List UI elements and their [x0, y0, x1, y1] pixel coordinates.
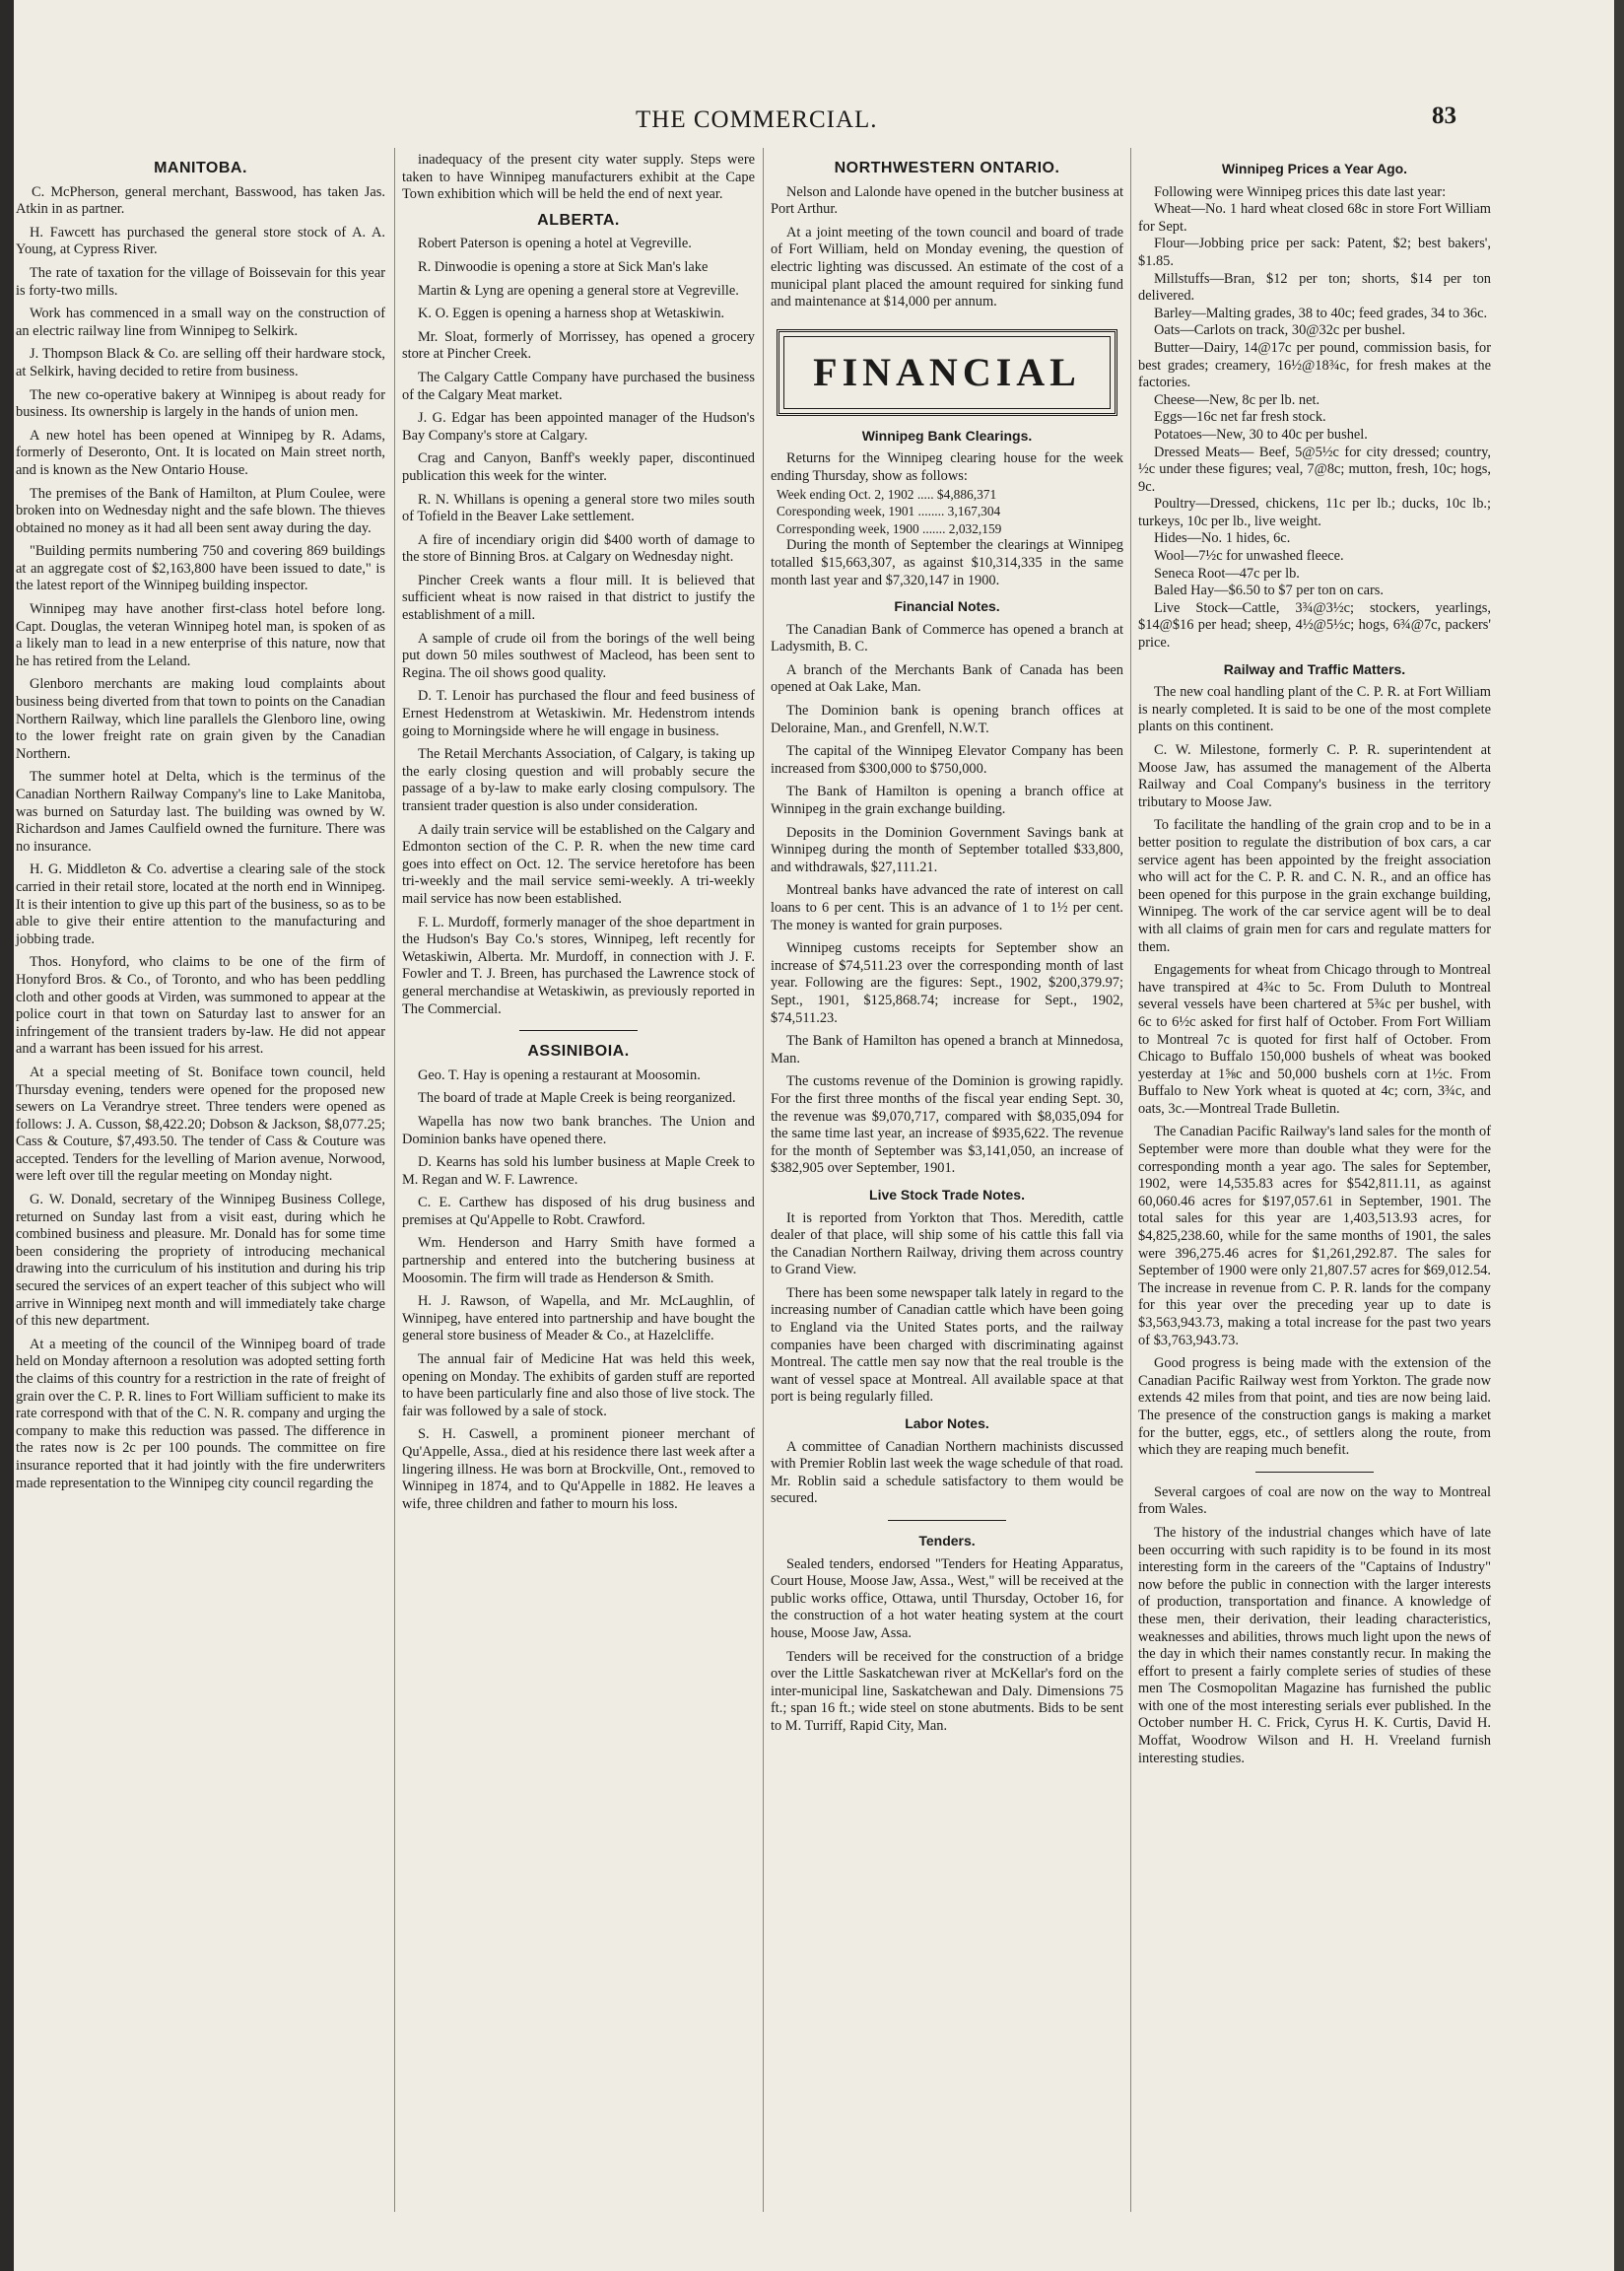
news-item: Winnipeg may have another first-class hotel before long. Capt. Douglas, the veteran Winnipeg hotel man, is spoken of as a likely man to lead in a new enterprise of this nature, now that he has retired from the Leland.: [16, 601, 385, 669]
news-item: Mr. Sloat, formerly of Morrissey, has opened a grocery store at Pincher Creek.: [402, 328, 755, 363]
news-item: To facilitate the handling of the grain crop and to be in a better position to regulate the distribution of box cars, a car service agent has been appointed by the freight association who will act for the C. P. R. and C. N. R., and an office has been opened for this purpose in the grain exchange building, Winnipeg. The work of the car service agent will be to deal with all claims of grain men for cars and regulate matters for them.: [1138, 817, 1491, 955]
news-item: A daily train service will be established on the Calgary and Edmonton section of the C. P. R. when the new time card goes into effect on Oct. 12. The service heretofore has been tri-weekly and the mail service semi-weekly. A tri-weekly mail service has now been established.: [402, 821, 755, 907]
railway-notes: [1138, 684, 1491, 1460]
prices-list: [1138, 184, 1491, 653]
alberta-stories: [402, 236, 755, 1018]
news-item: Potatoes—New, 30 to 40c per bushel.: [1154, 426, 1368, 443]
news-item: The premises of the Bank of Hamilton, at Plum Coulee, were broken into on Wednesday night and the safe blown. The thieves obtained no money as it had all been sent away during the day.: [16, 485, 385, 536]
divider: [1255, 1472, 1374, 1473]
news-item: A sample of crude oil from the borings of the well being put down 50 miles southwest of Macleod, has been sent to Regina. The oil shows good quality.: [402, 630, 755, 681]
news-item: Wool—7½c for unwashed fleece.: [1154, 548, 1344, 565]
news-item: Flour—Jobbing price per sack: Patent, $2; best bakers', $1.85.: [1138, 236, 1491, 269]
news-item: The new co-operative bakery at Winnipeg is about ready for business. Its ownership is largely in the hands of union men.: [16, 386, 385, 421]
news-item: Montreal banks have advanced the rate of interest on call loans to 6 per cent. This is an advance of 1 to 1½ per cent. The money is wanted for grain purposes.: [771, 882, 1123, 933]
table-row: Coresponding week, 1901 ........ 3,167,304: [777, 504, 1001, 519]
news-item: The Retail Merchants Association, of Calgary, is taking up the early closing question and will probably secure the passage of a by-law to make early closing compulsory. The transient trader question is also under consideration.: [402, 746, 755, 814]
heading-live-stock: Live Stock Trade Notes.: [869, 1186, 1025, 1203]
heading-prices-year-ago: Winnipeg Prices a Year Ago.: [1221, 161, 1408, 176]
labor-notes: [771, 1439, 1123, 1508]
news-item: H. Fawcett has purchased the general store stock of A. A. Young, at Cypress River.: [16, 224, 385, 258]
news-item: Hides—No. 1 hides, 6c.: [1154, 530, 1291, 547]
news-item: inadequacy of the present city water supply. Steps were taken to have Winnipeg manufacturers exhibit at the Cape Town exhibition which will be held the end of next year.: [402, 152, 755, 203]
news-item: The board of trade at Maple Creek is being reorganized.: [418, 1090, 736, 1107]
news-item: Wm. Henderson and Harry Smith have formed a partnership and entered into the butchering business at Moosomin. The firm will trade as Henderson & Smith.: [402, 1235, 755, 1286]
misc-notes: [1138, 1484, 1491, 1768]
news-item: Oats—Carlots on track, 30@32c per bushel.: [1154, 322, 1406, 339]
table-row: Corresponding week, 1900 ....... 2,032,159: [777, 520, 1002, 536]
scan-edge-left: [0, 0, 14, 2271]
news-item: The Bank of Hamilton has opened a branch at Minnedosa, Man.: [771, 1033, 1123, 1067]
news-item: Several cargoes of coal are now on the way to Montreal from Wales.: [1138, 1483, 1491, 1518]
news-item: At a joint meeting of the town council and board of trade of Fort William, held on Monday evening, the question of electric lighting was discussed. An estimate of the cost of a municipal plant placed the amount required for sinking fund and maintenance at $14,000 per annum.: [771, 224, 1123, 310]
news-item: D. T. Lenoir has purchased the flour and feed business of Ernest Hedenstrom at Wetaskiwin. Mr. Hedenstrom intends going to Morningside where he will engage in business.: [402, 688, 755, 739]
news-item: Seneca Root—47c per lb.: [1154, 565, 1300, 582]
news-item: J. Thompson Black & Co. are selling off their hardware stock, at Selkirk, having decided to retire from business.: [16, 346, 385, 379]
news-item: The Canadian Pacific Railway's land sales for the month of September were more than double what they were for the corresponding month a year ago. The sales for September, 1902, were 14,535.83 acres for $542,811.11, as against 60,060.46 acres for $197,057.61 in September, 1901. The total sales for this year are 1,403,513.93 acres, for $4,825,238.60, while for the same months of 1901, the sales were 396,275.46 acres for $1,261,292.87. The sales for September of 1900 were only 21,807.57 acres for $69,012.54. The increase in revenue from C. P. R. lands for the company for this year over the preceding year up to date is $3,563,943.73, making a total increase for the past two years of $3,763,943.73.: [1138, 1124, 1491, 1348]
financial-banner: [777, 329, 1117, 416]
news-item: Barley—Malting grades, 38 to 40c; feed grades, 34 to 36c.: [1154, 305, 1488, 321]
publication-title: THE COMMERCIAL.: [636, 106, 878, 133]
news-item: Butter—Dairy, 14@17c per pound, commission basis, for best grades; creamery, 16½@18¾c, for fresh makes at the factories.: [1138, 339, 1491, 391]
column-2: [402, 152, 755, 1519]
news-item: A branch of the Merchants Bank of Canada has been opened at Oak Lake, Man.: [771, 661, 1123, 696]
news-item: Live Stock—Cattle, 3¾@3½c; stockers, yearlings, $14@$16 per head; sheep, 4½@5½c; hogs, 6¾@7c, packers' price.: [1138, 599, 1491, 652]
section-heading-assiniboia: ASSINIBOIA.: [527, 1043, 630, 1061]
manitoba-stories: [16, 184, 385, 1493]
news-item: The customs revenue of the Dominion is growing rapidly. For the first three months of the fiscal year ending Sept. 30, the revenue was $9,070,717, compared with $8,035,094 for the same time last year, an increase of $935,622. The revenue for the month of September was $3,141,050, an increase of $382,905 over September, 1901.: [771, 1073, 1123, 1177]
news-item: Deposits in the Dominion Government Savings bank at Winnipeg during the month of September totalled $33,800, and withdrawals, $27,111.21.: [771, 824, 1123, 875]
column-4: [1138, 152, 1491, 1773]
news-item: At a meeting of the council of the Winnipeg board of trade held on Monday afternoon a resolution was adopted setting forth the claims of this country for a restriction in the rate of freight of grain over the C. P. R. lines to Fort William sufficient to make its rate correspond with that of the C. N. R. company and urging the company to make this reduction was passed. The difference in the rates now is 2c per 100 pounds. The committee on fire insurance reported that it had jointly with the fire underwriters made representation to the Winnipeg city council regarding the: [16, 1336, 385, 1491]
news-item: The annual fair of Medicine Hat was held this week, opening on Monday. The exhibits of garden stuff are reported to have been particularly fine and also those of live stock. The fair was followed by a sale of stock.: [402, 1351, 755, 1419]
news-item: The Canadian Bank of Commerce has opened a branch at Ladysmith, B. C.: [771, 621, 1123, 655]
news-item: Good progress is being made with the extension of the Canadian Pacific Railway west from Yorkton. The grade now extends 42 miles from that point, and ties are now being laid. The presence of the construction gangs is making a market for the butter, eggs, etc., of settlers along the route, from which they are reaping much benefit.: [1138, 1355, 1491, 1459]
news-item: The Dominion bank is opening branch offices at Deloraine, Man., and Grenfell, N.W.T.: [771, 703, 1123, 736]
column-3: [771, 152, 1123, 1742]
table-row: Week ending Oct. 2, 1902 ..... $4,886,371: [777, 486, 997, 502]
news-item: D. Kearns has sold his lumber business at Maple Creek to M. Regan and W. F. Lawrence.: [402, 1154, 755, 1188]
news-item: A committee of Canadian Northern machinists discussed with Premier Roblin last week the wage schedule of that road. Mr. Roblin said a schedule satisfactory to them would be secured.: [771, 1438, 1123, 1507]
nwo-stories: [771, 184, 1123, 311]
financial-notes: [771, 622, 1123, 1178]
news-item: Crag and Canyon, Banff's weekly paper, discontinued publication this week for the winter.: [402, 450, 755, 484]
news-item: Cheese—New, 8c per lb. net.: [1154, 391, 1320, 408]
news-item: Millstuffs—Bran, $12 per ton; shorts, $14 per ton delivered.: [1138, 270, 1491, 305]
news-item: Martin & Lyng are opening a general store at Vegreville.: [418, 282, 739, 299]
news-item: Following were Winnipeg prices this date last year:: [1154, 183, 1447, 200]
heading-railway-traffic: Railway and Traffic Matters.: [1223, 660, 1406, 677]
news-item: Geo. T. Hay is opening a restaurant at Moosomin.: [418, 1067, 701, 1083]
scan-edge-right: [1614, 0, 1624, 2271]
news-item: Wheat—No. 1 hard wheat closed 68c in store Fort William for Sept.: [1138, 201, 1491, 235]
news-item: At a special meeting of St. Boniface town council, held Thursday evening, tenders were opened for the proposed new sewers on La Verandrye street. Three tenders were opened as follows: J. A. Cusson, $8,422.20; Dobson & Jackson, $8,077.25; Cass & Couture, $7,493.50. The tender of Cass & Couture was accepted. Tenders for the levelling of Marion avenue, Norwood, were left over till the regular meeting on Monday night.: [16, 1064, 385, 1185]
news-item: Poultry—Dressed, chickens, 11c per lb.; ducks, 10c lb.; turkeys, 10c per lb., live weight.: [1138, 496, 1491, 529]
news-item: Robert Paterson is opening a hotel at Vegreville.: [418, 236, 692, 252]
news-item: Tenders will be received for the construction of a bridge over the Little Saskatchewan river at McKellar's ford on the inter-municipal line, Saskatchewan and Daly. Dimensions 75 ft.; span 16 ft.; wide steel on stone abutments. Bids to be sent to M. Turriff, Rapid City, Man.: [771, 1648, 1123, 1734]
news-item: H. G. Middleton & Co. advertise a clearing sale of the stock carried in their retail store, located at the north end in Winnipeg. It is their intention to give up this part of the business, so as to be able to give their entire attention to the manufacturing and jobbing trade.: [16, 861, 385, 947]
column-1: [16, 152, 385, 1498]
news-item: Winnipeg customs receipts for September show an increase of $74,511.23 over the corresponding month of last year. Following are the figures: Sept., 1902, $200,379.97; Sept., 1901, $125,868.74; increase for Sept., 1902, $74,511.23.: [771, 940, 1123, 1026]
news-item: Nelson and Lalonde have opened in the butcher business at Port Arthur.: [771, 183, 1123, 218]
news-item: Pincher Creek wants a flour mill. It is believed that sufficient wheat is now raised in that district to justify the establishment of a mill.: [402, 572, 755, 624]
news-item: Baled Hay—$6.50 to $7 per ton on cars.: [1154, 583, 1384, 599]
divider: [519, 1030, 638, 1031]
clearings-summary: During the month of September the clearings at Winnipeg totalled $15,663,307, as against $10,314,335 in the same month last year and $7,320,147 in 1900.: [771, 537, 1123, 588]
news-item: The summer hotel at Delta, which is the terminus of the Canadian Northern Railway Company's line to Lake Manitoba, was burned on Saturday last. The building was owned by W. Richardson and James Caulfield owned the furniture. There was no insurance.: [16, 769, 385, 855]
news-item: F. L. Murdoff, formerly manager of the shoe department in the Hudson's Bay Co.'s stores, Winnipeg, left recently for Wetaskiwin, Alberta. Mr. Murdoff, in connection with J. F. Fowler and T. J. Breen, has purchased the Lawrence stock of general merchandise at Wetaskiwin, as previously reported in The Commercial.: [402, 914, 755, 1017]
clearings-intro: Returns for the Winnipeg clearing house for the week ending Thursday, show as follows:: [771, 450, 1123, 484]
news-item: J. G. Edgar has been appointed manager of the Hudson's Bay Company's store at Calgary.: [402, 410, 755, 444]
column-rule: [1130, 148, 1131, 2212]
news-item: K. O. Eggen is opening a harness shop at Wetaskiwin.: [418, 306, 725, 322]
news-item: The rate of taxation for the village of Boissevain for this year is forty-two mills.: [16, 264, 385, 299]
divider: [888, 1520, 1006, 1521]
heading-tenders: Tenders.: [918, 1533, 976, 1548]
news-item: The capital of the Winnipeg Elevator Company has been increased from $300,000 to $750,000.: [771, 743, 1123, 777]
news-item: A new hotel has been opened at Winnipeg by R. Adams, formerly of Deseronto, Ont. It is located on Main street north, and is known as the New Ontario House.: [16, 427, 385, 478]
heading-labor-notes: Labor Notes.: [905, 1415, 989, 1432]
page-number: 83: [1432, 103, 1456, 129]
assiniboia-stories: [402, 1067, 755, 1514]
news-item: The new coal handling plant of the C. P. R. at Fort William is nearly completed. It is said to be one of the most complete plants on this continent.: [1138, 684, 1491, 735]
news-item: Dressed Meats— Beef, 5@5½c for city dressed; country, ½c under these figures; veal, 7@8c; mutton, fresh, 10c; hogs, 9c.: [1138, 444, 1491, 495]
news-item: R. N. Whillans is opening a general store two miles south of Tofield in the Beaver Lake settlement.: [402, 491, 755, 525]
news-item: A fire of incendiary origin did $400 worth of damage to the store of Binning Bros. at Calgary on Wednesday night.: [402, 531, 755, 566]
news-item: It is reported from Yorkton that Thos. Meredith, cattle dealer of that place, will ship some of his cattle this fall via the Canadian Northern Railway, driving them across country to Grand View.: [771, 1209, 1123, 1278]
clearings-table: [771, 486, 1123, 538]
news-item: Glenboro merchants are making loud complaints about business being diverted from that town to points on the Canadian Northern Railway, which line parallels the Glenboro line, owing to the lower freight rate on grain given by the Canadian Northern.: [16, 676, 385, 762]
column-rule: [394, 148, 395, 2212]
news-item: Thos. Honyford, who claims to be one of the firm of Honyford Bros. & Co., of Toronto, and who has been peddling cloth and other goods at Virden, was summoned to appear at the police court in that town on Saturday last to answer for an infringement of the transient traders by-law. He did not appear and a warrant has been issued for his arrest.: [16, 954, 385, 1058]
section-heading-alberta: ALBERTA.: [537, 211, 620, 229]
news-item: There has been some newspaper talk lately in regard to the increasing number of Canadian cattle which have been going to England via the United States ports, and the railway companies have been charged with discriminating against Montreal. The cattle men say now that the real trouble is the want of vessel space at Montreal. All available space at that port is being regularly filled.: [771, 1284, 1123, 1406]
news-item: S. H. Caswell, a prominent pioneer merchant of Qu'Appelle, Assa., died at his residence there last week after a lingering illness. He was born at Brockville, Ont., removed to Winnipeg in 1874, and to Qu'Appelle in 1882. He leaves a wife, three children and father to mourn his loss.: [402, 1426, 755, 1512]
news-item: The Bank of Hamilton is opening a branch office at Winnipeg in the grain exchange building.: [771, 784, 1123, 818]
news-item: Wapella has now two bank branches. The Union and Dominion banks have opened there.: [402, 1113, 755, 1147]
news-item: Work has commenced in a small way on the construction of an electric railway line from Winnipeg to Selkirk.: [16, 306, 385, 339]
news-item: C. McPherson, general merchant, Basswood, has taken Jas. Atkin in as partner.: [16, 183, 385, 218]
news-item: The history of the industrial changes which have of late been occurring with such rapidity is to be found in its most interesting form in the careers of the "Captains of Industry" now before the public in connection with the larger interests of production, transportation and finance. A knowledge of these men, their derivation, their leading characteristics, weaknesses and abilities, throws much light upon the news of the day in which their names constantly recur. In making the effort to present a fairly complete series of studies of these men The Cosmopolitan Magazine has furnished the public with one of the most interesting serials ever published. In the October number H. C. Frick, Cyrus H. K. Curtis, David H. Moffat, Woodrow Wilson and H. H. Vreeland furnish interesting studies.: [1138, 1524, 1491, 1766]
news-item: "Building permits numbering 750 and covering 869 buildings at an aggregate cost of $2,163,800 have been issued to date," is the latest report of the Winnipeg building inspector.: [16, 543, 385, 594]
section-heading-northwestern-ontario: NORTHWESTERN ONTARIO.: [834, 160, 1060, 176]
news-item: Engagements for wheat from Chicago through to Montreal have transpired at 4¾c to 5c. From Duluth to Montreal several vessels have been chartered at 5¾c per bushel, with 6c to 6½c asked for first half of October. From Fort William to Montreal 7c is quoted for first half of October. From Chicago to Buffalo 150,000 bushels of wheat was booked yesterday at 1⅝c and 50,000 bushels corn at 1½c. From Buffalo to New York wheat is quoted at 4c; corn, 3¾c, and oats, 3c.—Montreal Trade Bulletin.: [1138, 962, 1491, 1117]
heading-bank-clearings: Winnipeg Bank Clearings.: [861, 427, 1033, 444]
continued-story: [402, 152, 755, 204]
news-item: R. Dinwoodie is opening a store at Sick Man's lake: [418, 258, 709, 275]
news-item: Sealed tenders, endorsed "Tenders for Heating Apparatus, Court House, Moose Jaw, Assa., West," will be received at the public works office, Ottawa, until Thursday, October 16, for the construction of a hot water heating system at the court house, Moose Jaw, Assa.: [771, 1555, 1124, 1641]
tenders-notes: [771, 1556, 1123, 1736]
news-item: C. W. Milestone, formerly C. P. R. superintendent at Moose Jaw, has assumed the management of the Alberta Railway and Coal Company's business in the territory tributary to Moose Jaw.: [1138, 742, 1491, 810]
news-item: The Calgary Cattle Company have purchased the business of the Calgary Meat market.: [402, 369, 755, 403]
live-stock-notes: [771, 1210, 1123, 1408]
financial-banner-title: FINANCIAL: [783, 336, 1111, 409]
news-item: H. J. Rawson, of Wapella, and Mr. McLaughlin, of Winnipeg, have entered into partnership and have bought the general store business of Meader & Co., at Hazelcliffe.: [402, 1293, 755, 1344]
news-item: C. E. Carthew has disposed of his drug business and premises at Qu'Appelle to Robt. Crawford.: [402, 1195, 755, 1228]
news-item: Eggs—16c net far fresh stock.: [1154, 409, 1326, 426]
heading-financial-notes: Financial Notes.: [894, 598, 1000, 615]
column-rule: [763, 148, 764, 2212]
news-item: G. W. Donald, secretary of the Winnipeg Business College, returned on Sunday last from a visit east, during which he combined business and pleasure. Mr. Donald has for some time been considering the propriety of introducing mechanical drawing into the curriculum of his institution and during his trip secured the services of an expert teacher of this subject who will arrive in Winnipeg next month and will immediately take charge of this new department.: [16, 1192, 385, 1330]
section-heading-manitoba: MANITOBA.: [154, 160, 247, 176]
